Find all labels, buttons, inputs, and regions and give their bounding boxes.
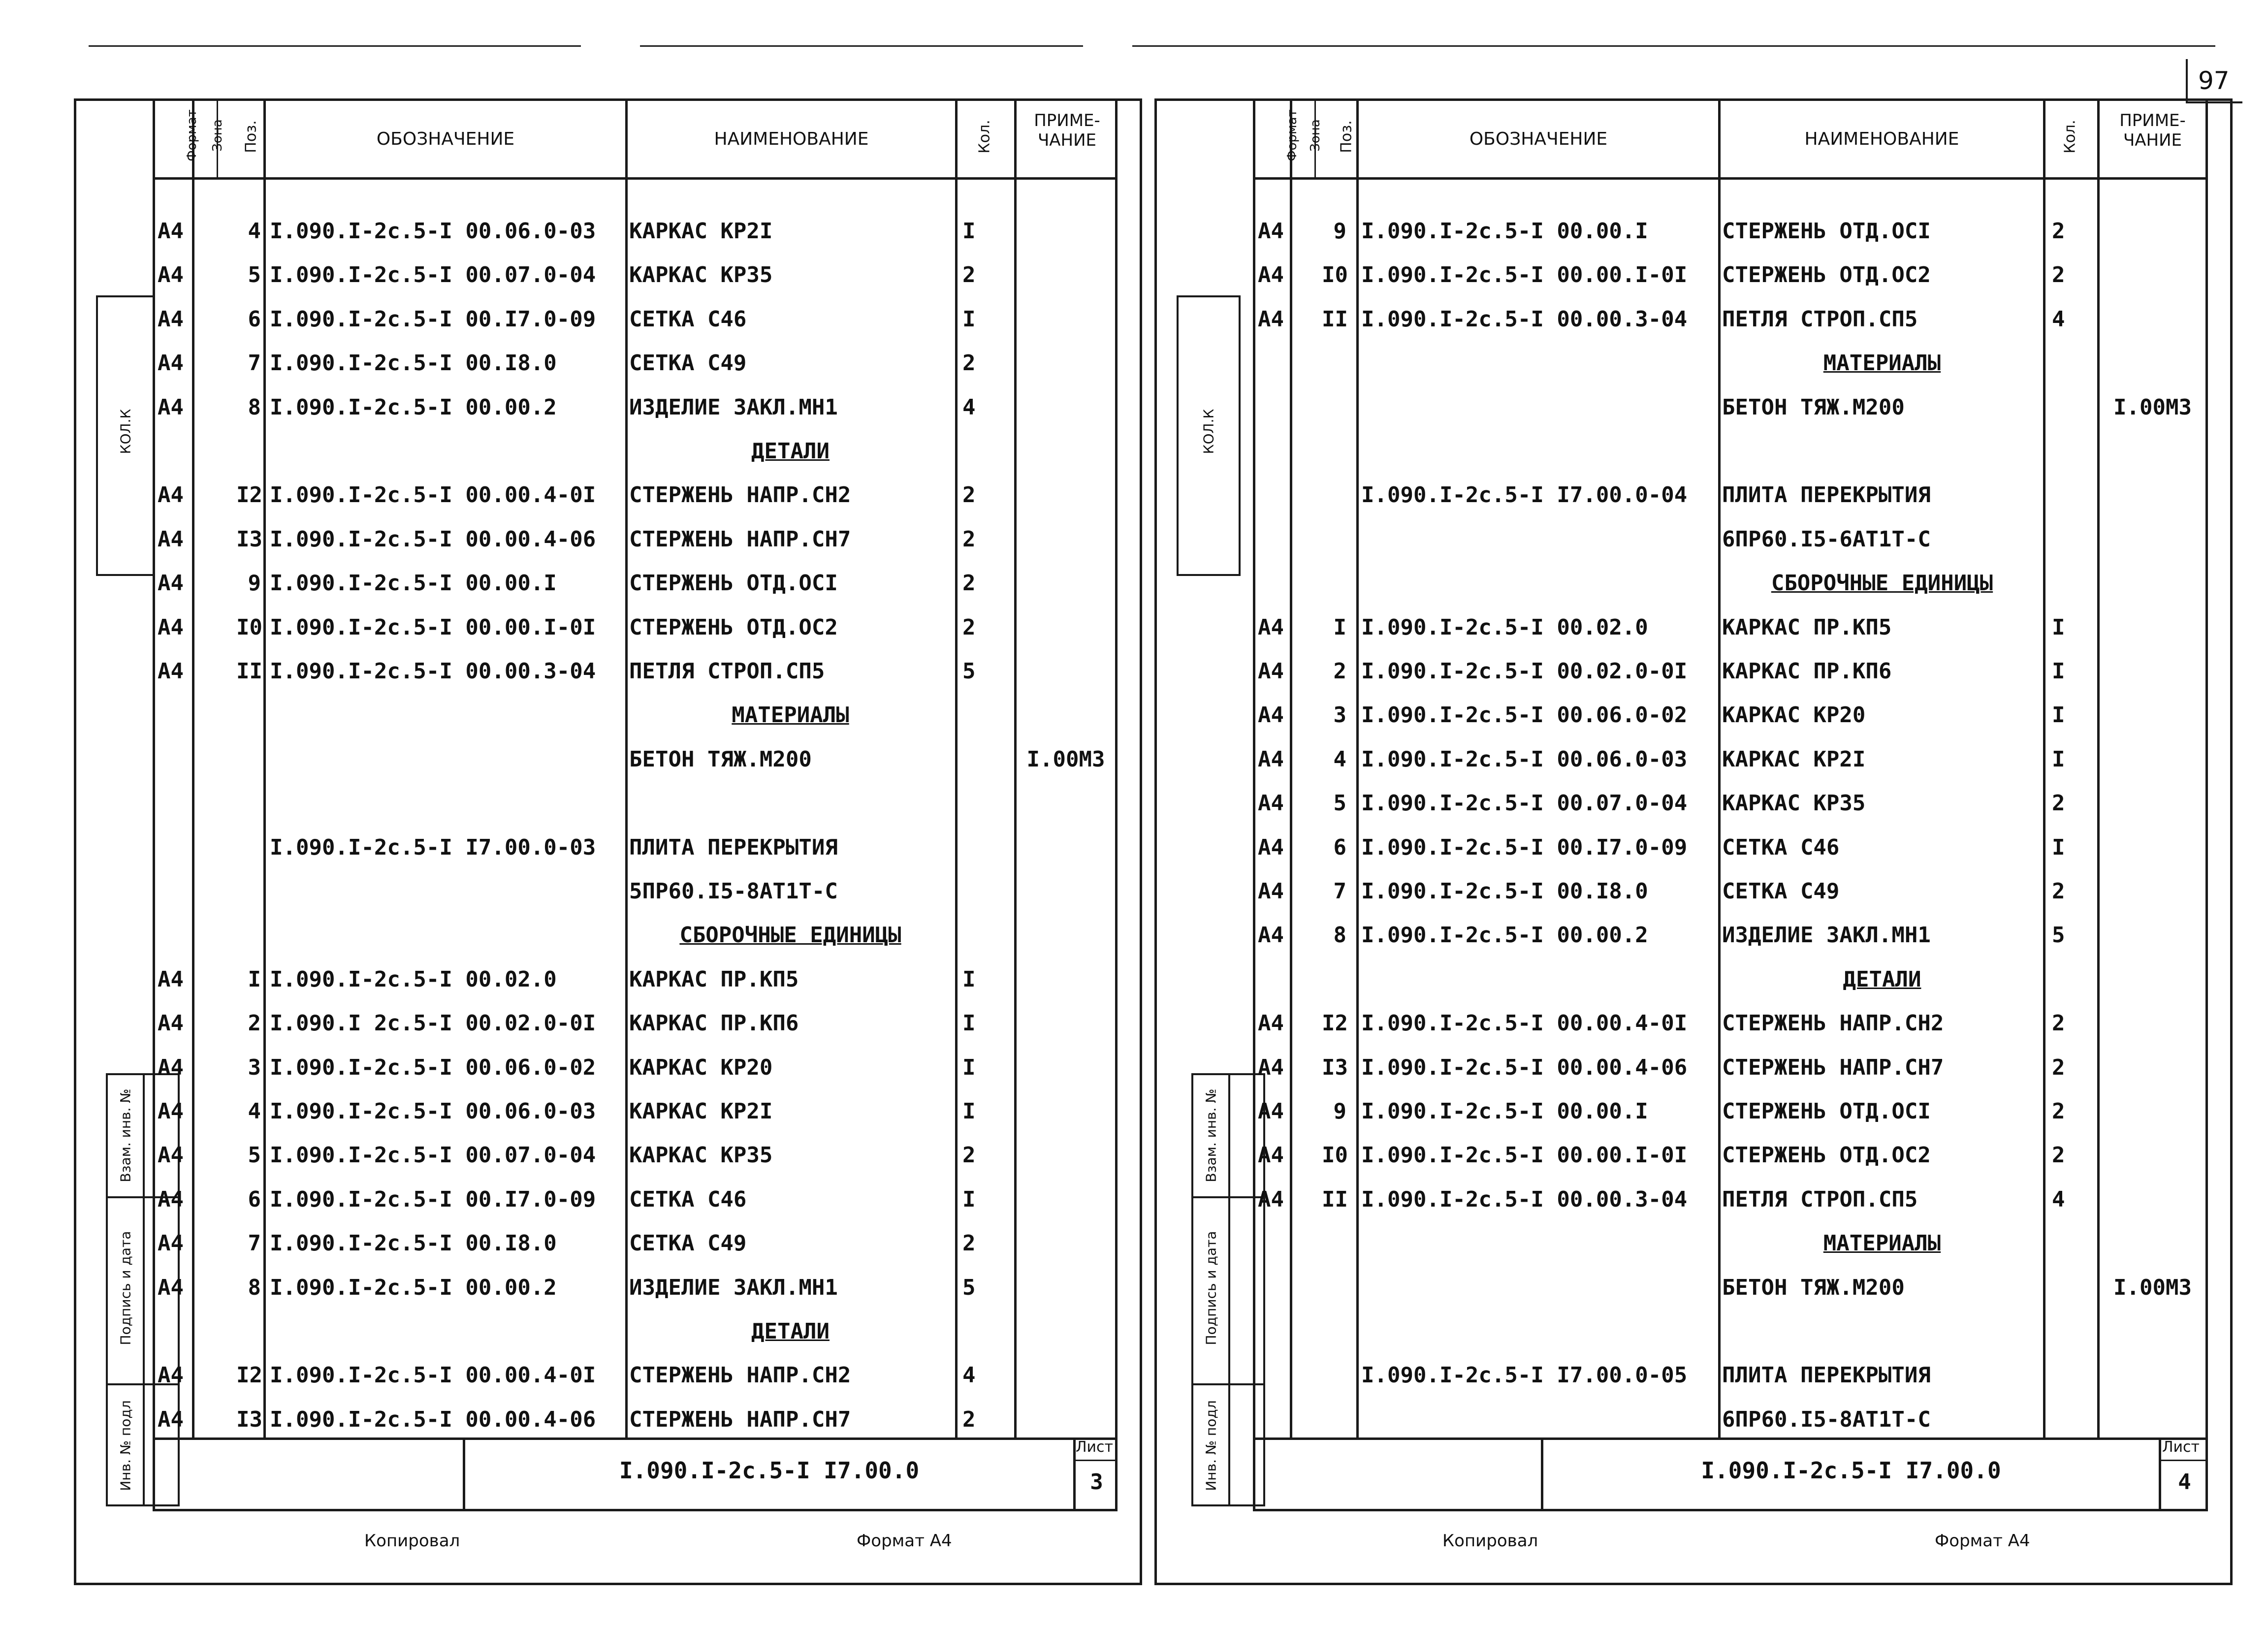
row-designation: I.090.I-2c.5-I I7.00.0-05	[1361, 1363, 1688, 1388]
header-name: НАИМЕНОВАНИЕ	[1804, 129, 1959, 149]
row-format: А4	[158, 1363, 184, 1388]
scan-artifact-line	[89, 45, 581, 47]
row-format: А4	[1258, 923, 1284, 948]
row-format: А4	[158, 262, 184, 288]
row-quantity: 2	[2052, 262, 2065, 288]
row-name: СЕТКА С49	[629, 1231, 747, 1256]
row-quantity: 4	[2052, 1186, 2065, 1212]
row-designation: I.090.I-2c.5-I 00.I8.0	[270, 351, 557, 376]
col-divider	[1718, 98, 1721, 1437]
row-format: А4	[1258, 659, 1284, 684]
row-position: 4	[248, 219, 261, 244]
row-designation: I.090.I-2c.5-I 00.07.0-04	[270, 1143, 596, 1168]
row-name: КАРКАС ПР.КП6	[1722, 659, 1892, 684]
side-stamp-divider	[1228, 1073, 1230, 1506]
row-position: 2	[1333, 659, 1346, 684]
row-designation: I.090.I-2c.5-I 00.00.4-0I	[270, 482, 596, 508]
row-name: СТЕРЖЕНЬ НАПР.СН2	[629, 1363, 851, 1388]
row-format: А4	[1258, 219, 1284, 244]
row-quantity: I	[2052, 834, 2065, 860]
header-divider	[153, 177, 1118, 180]
row-designation: I.090.I-2c.5-I 00.I7.0-09	[1361, 834, 1688, 860]
footer-format: Формат А4	[1935, 1531, 2030, 1551]
row-designation: I.090.I-2c.5-I 00.02.0	[270, 966, 557, 992]
row-quantity: I	[962, 1099, 976, 1124]
row-quantity: I	[962, 306, 976, 332]
row-format: А4	[158, 1099, 184, 1124]
row-section-heading: МАТЕРИАЛЫ	[1823, 351, 1941, 376]
row-position: 8	[248, 1275, 261, 1300]
row-quantity: 2	[2052, 791, 2065, 816]
row-position: I2	[236, 482, 262, 508]
row-quantity: 2	[962, 351, 976, 376]
row-designation: I.090.I-2c.5-I 00.00.3-04	[1361, 306, 1688, 332]
row-format: А4	[158, 351, 184, 376]
row-name: КАРКАС ПР.КП5	[1722, 614, 1892, 640]
row-format: А4	[158, 659, 184, 684]
footer-format: Формат А4	[857, 1531, 952, 1551]
row-name: КАРКАС КР2I	[629, 1099, 773, 1124]
row-quantity: I	[2052, 659, 2065, 684]
sheet-number: 3	[1090, 1469, 1103, 1495]
row-position: 6	[248, 1186, 261, 1212]
header-qty: Кол.	[976, 120, 993, 154]
page-number: 97	[2198, 66, 2230, 95]
row-name: СТЕРЖЕНЬ ОТД.ОСI	[629, 571, 838, 596]
row-position: I2	[1322, 1011, 1348, 1036]
scan-artifact-line	[1132, 45, 2215, 47]
row-name: 6ПР60.I5-6АТ1Т-С	[1722, 526, 1931, 552]
row-position: 7	[248, 351, 261, 376]
row-position: 4	[1333, 746, 1346, 772]
side-stamp-label: Подпись и дата	[1203, 1231, 1219, 1345]
sheet-label: Лист	[2162, 1438, 2200, 1456]
row-format: А4	[1258, 1143, 1284, 1168]
row-format: А4	[158, 306, 184, 332]
row-position: 6	[248, 306, 261, 332]
row-quantity: 5	[962, 659, 976, 684]
row-quantity: 2	[962, 482, 976, 508]
row-quantity: 2	[2052, 1054, 2065, 1080]
row-designation: I.090.I-2c.5-I 00.00.2	[1361, 923, 1648, 948]
row-quantity: 2	[2052, 879, 2065, 904]
row-position: 9	[1333, 219, 1346, 244]
row-name: СТЕРЖЕНЬ ОТД.ОС2	[629, 614, 838, 640]
row-name: СТЕРЖЕНЬ НАПР.СН7	[1722, 1054, 1944, 1080]
row-name: СТЕРЖЕНЬ ОТД.ОСI	[1722, 219, 1931, 244]
col-divider	[625, 98, 628, 1437]
row-position: I0	[236, 614, 262, 640]
row-designation: I.090.I-2c.5-I 00.06.0-03	[270, 1099, 596, 1124]
row-name: 6ПР60.I5-8АТ1Т-С	[1722, 1406, 1931, 1432]
sheet-number: 4	[2178, 1469, 2191, 1495]
row-position: I3	[236, 1406, 262, 1432]
row-designation: I.090.I-2c.5-I 00.00.4-0I	[270, 1363, 596, 1388]
row-format: А4	[1258, 1011, 1284, 1036]
row-note: I.00М3	[2113, 394, 2192, 420]
row-name: СТЕРЖЕНЬ ОТД.ОС2	[1722, 262, 1931, 288]
row-name: ИЗДЕЛИЕ ЗАКЛ.МН1	[629, 394, 838, 420]
row-designation: I.090.I-2c.5-I 00.00.I	[270, 571, 557, 596]
row-quantity: 4	[962, 394, 976, 420]
row-name: СЕТКА С49	[629, 351, 747, 376]
row-name: КАРКАС ПР.КП6	[629, 1011, 799, 1036]
row-position: I0	[1322, 262, 1348, 288]
row-format: А4	[158, 1231, 184, 1256]
row-designation: I.090.I-2c.5-I 00.07.0-04	[270, 262, 596, 288]
row-designation: I.090.I-2c.5-I 00.02.0-0I	[1361, 659, 1688, 684]
row-name: ИЗДЕЛИЕ ЗАКЛ.МН1	[629, 1275, 838, 1300]
row-name: ПЛИТА ПЕРЕКРЫТИЯ	[629, 834, 838, 860]
row-format: А4	[158, 1275, 184, 1300]
row-name: КАРКАС КР35	[629, 1143, 773, 1168]
row-designation: I.090.I-2c.5-I 00.00.I-0I	[1361, 262, 1688, 288]
row-designation: I.090.I-2c.5-I 00.00.4-06	[270, 526, 596, 552]
row-position: 7	[248, 1231, 261, 1256]
header-designation: ОБОЗНАЧЕНИЕ	[376, 129, 515, 149]
row-position: 8	[248, 394, 261, 420]
row-quantity: 2	[2052, 1099, 2065, 1124]
row-quantity: 2	[962, 526, 976, 552]
row-quantity: 2	[2052, 1143, 2065, 1168]
row-format: А4	[1258, 879, 1284, 904]
title-block-divider	[1073, 1460, 1118, 1461]
row-quantity: 2	[2052, 219, 2065, 244]
row-format: А4	[1258, 614, 1284, 640]
row-position: I	[1333, 614, 1346, 640]
row-position: II	[236, 659, 262, 684]
header-format: Формат	[1285, 109, 1300, 161]
row-note: I.00М3	[2113, 1275, 2192, 1300]
row-quantity: 2	[962, 1406, 976, 1432]
row-position: 5	[248, 1143, 261, 1168]
col-divider	[263, 98, 266, 1437]
row-designation: I.090.I-2c.5-I 00.00.2	[270, 1275, 557, 1300]
footer-copied: Копировал	[364, 1531, 460, 1551]
side-stamp-label: Подпись и дата	[117, 1231, 134, 1345]
row-designation: I.090.I-2c.5-I 00.I8.0	[1361, 879, 1648, 904]
row-section-heading: ДЕТАЛИ	[751, 439, 830, 464]
row-name: ПЕТЛЯ СТРОП.СП5	[1722, 1186, 1918, 1212]
row-quantity: 2	[962, 262, 976, 288]
row-position: I0	[1322, 1143, 1348, 1168]
row-quantity: I	[962, 219, 976, 244]
col-divider	[1356, 98, 1359, 1437]
row-position: II	[1322, 306, 1348, 332]
row-format: А4	[158, 1406, 184, 1432]
row-designation: I.090.I-2c.5-I 00.00.I-0I	[270, 614, 596, 640]
row-position: 2	[248, 1011, 261, 1036]
row-position: 9	[248, 571, 261, 596]
side-stamp-divider	[143, 1073, 145, 1506]
row-section-heading: СБОРОЧНЫЕ ЕДИНИЦЫ	[1771, 571, 1993, 596]
col-divider	[1290, 98, 1292, 1437]
footer-copied: Копировал	[1442, 1531, 1538, 1551]
row-section-heading: ДЕТАЛИ	[1843, 966, 1921, 992]
row-quantity: I	[962, 1054, 976, 1080]
row-quantity: 2	[962, 571, 976, 596]
row-format: А4	[158, 1054, 184, 1080]
row-name: СТЕРЖЕНЬ НАПР.СН7	[629, 526, 851, 552]
scan-artifact-line	[640, 45, 1083, 47]
row-position: 9	[1333, 1099, 1346, 1124]
header-qty: Кол.	[2061, 120, 2079, 154]
side-stamp-label: Инв. № подл	[117, 1400, 134, 1491]
row-designation: I.090.I-2c.5-I I7.00.0-04	[1361, 482, 1688, 508]
header-pos: Поз.	[242, 120, 260, 153]
row-note: I.00М3	[1026, 746, 1105, 772]
row-quantity: 2	[962, 1143, 976, 1168]
row-format: А4	[158, 394, 184, 420]
row-name: КАРКАС КР20	[629, 1054, 773, 1080]
side-stamp-label: Взам. инв. №	[117, 1088, 134, 1182]
header-designation: ОБОЗНАЧЕНИЕ	[1469, 129, 1608, 149]
row-designation: I.090.I 2c.5-I 00.02.0-0I	[270, 1011, 596, 1036]
row-quantity: 5	[2052, 923, 2065, 948]
row-designation: I.090.I-2c.5-I 00.07.0-04	[1361, 791, 1688, 816]
row-format: А4	[1258, 702, 1284, 728]
row-format: А4	[158, 1143, 184, 1168]
row-name: КАРКАС КР35	[629, 262, 773, 288]
row-position: I3	[1322, 1054, 1348, 1080]
row-name: СТЕРЖЕНЬ ОТД.ОСI	[1722, 1099, 1931, 1124]
row-quantity: I	[2052, 702, 2065, 728]
row-quantity: 2	[962, 614, 976, 640]
row-quantity: 4	[2052, 306, 2065, 332]
header-pos: Поз.	[1338, 120, 1355, 153]
row-designation: I.090.I-2c.5-I 00.02.0	[1361, 614, 1648, 640]
row-position: I	[248, 966, 261, 992]
row-position: 8	[1333, 923, 1346, 948]
row-position: 5	[248, 262, 261, 288]
row-format: А4	[158, 571, 184, 596]
col-divider	[2043, 98, 2045, 1437]
row-name: 5ПР60.I5-8АТ1Т-С	[629, 879, 838, 904]
row-name: СТЕРЖЕНЬ НАПР.СН2	[629, 482, 851, 508]
row-format: А4	[1258, 306, 1284, 332]
row-section-heading: СБОРОЧНЫЕ ЕДИНИЦЫ	[679, 923, 901, 948]
side-label: КОЛ.К	[1200, 409, 1217, 454]
side-stamp-label: Инв. № подл	[1203, 1400, 1219, 1491]
row-name: ИЗДЕЛИЕ ЗАКЛ.МН1	[1722, 923, 1931, 948]
header-name: НАИМЕНОВАНИЕ	[714, 129, 869, 149]
row-format: А4	[1258, 791, 1284, 816]
row-name: СТЕРЖЕНЬ НАПР.СН2	[1722, 1011, 1944, 1036]
row-designation: I.090.I-2c.5-I 00.00.I	[1361, 219, 1648, 244]
row-designation: I.090.I-2c.5-I I7.00.0-03	[270, 834, 596, 860]
row-quantity: 4	[962, 1363, 976, 1388]
row-section-heading: ДЕТАЛИ	[751, 1319, 830, 1344]
col-divider	[2097, 98, 2100, 1437]
row-format: А4	[1258, 834, 1284, 860]
row-position: I2	[236, 1363, 262, 1388]
side-label: КОЛ.К	[117, 409, 134, 454]
row-name: КАРКАС ПР.КП5	[629, 966, 799, 992]
row-name: КАРКАС КР20	[1722, 702, 1866, 728]
header-divider	[1253, 177, 2208, 180]
row-section-heading: МАТЕРИАЛЫ	[732, 702, 849, 728]
row-designation: I.090.I-2c.5-I 00.06.0-03	[270, 219, 596, 244]
row-format: А4	[1258, 262, 1284, 288]
row-format: А4	[158, 1011, 184, 1036]
row-designation: I.090.I-2c.5-I 00.I7.0-09	[270, 306, 596, 332]
title-block-divider	[2159, 1460, 2208, 1461]
row-designation: I.090.I-2c.5-I 00.00.3-04	[270, 659, 596, 684]
row-name: СЕТКА С46	[1722, 834, 1840, 860]
row-name: БЕТОН ТЯЖ.М200	[1722, 394, 1905, 420]
row-quantity: I	[2052, 614, 2065, 640]
row-designation: I.090.I-2c.5-I 00.I8.0	[270, 1231, 557, 1256]
row-name: СЕТКА С46	[629, 1186, 747, 1212]
header-note: ПРИМЕ- ЧАНИЕ	[2119, 111, 2186, 150]
title-block-top	[1255, 1437, 2208, 1440]
row-designation: I.090.I-2c.5-I 00.00.4-06	[270, 1406, 596, 1432]
row-name: КАРКАС КР2I	[1722, 746, 1866, 772]
row-designation: I.090.I-2c.5-I 00.00.I-0I	[1361, 1143, 1688, 1168]
row-quantity: I	[962, 1011, 976, 1036]
row-quantity: 2	[962, 1231, 976, 1256]
row-position: 3	[248, 1054, 261, 1080]
row-name: БЕТОН ТЯЖ.М200	[1722, 1275, 1905, 1300]
row-section-heading: МАТЕРИАЛЫ	[1823, 1231, 1941, 1256]
header-note: ПРИМЕ- ЧАНИЕ	[1034, 111, 1100, 150]
col-divider	[955, 98, 958, 1437]
row-designation: I.090.I-2c.5-I 00.00.I	[1361, 1099, 1648, 1124]
header-format: Формат	[185, 109, 199, 161]
row-designation: I.090.I-2c.5-I 00.00.2	[270, 394, 557, 420]
row-format: А4	[158, 526, 184, 552]
row-format: А4	[1258, 1099, 1284, 1124]
row-format: А4	[158, 614, 184, 640]
row-designation: I.090.I-2c.5-I 00.06.0-03	[1361, 746, 1688, 772]
row-format: А4	[158, 1186, 184, 1212]
row-quantity: I	[962, 966, 976, 992]
row-position: 4	[248, 1099, 261, 1124]
row-format: А4	[158, 482, 184, 508]
row-name: СТЕРЖЕНЬ НАПР.СН7	[629, 1406, 851, 1432]
row-name: ПЕТЛЯ СТРОП.СП5	[629, 659, 825, 684]
header-zone: Зона	[1308, 119, 1323, 152]
row-name: ПЛИТА ПЕРЕКРЫТИЯ	[1722, 482, 1931, 508]
row-designation: I.090.I-2c.5-I 00.00.4-0I	[1361, 1011, 1688, 1036]
row-name: ПЛИТА ПЕРЕКРЫТИЯ	[1722, 1363, 1931, 1388]
row-position: 5	[1333, 791, 1346, 816]
row-position: 7	[1333, 879, 1346, 904]
row-name: КАРКАС КР35	[1722, 791, 1866, 816]
row-position: II	[1322, 1186, 1348, 1212]
sheet-label: Лист	[1076, 1438, 1114, 1456]
row-name: БЕТОН ТЯЖ.М200	[629, 746, 812, 772]
side-stamp-label: Взам. инв. №	[1203, 1088, 1219, 1182]
document-code: I.090.I-2c.5-I I7.00.0	[1701, 1457, 2001, 1484]
row-name: СТЕРЖЕНЬ ОТД.ОС2	[1722, 1143, 1931, 1168]
row-designation: I.090.I-2c.5-I 00.00.3-04	[1361, 1186, 1688, 1212]
row-designation: I.090.I-2c.5-I 00.00.4-06	[1361, 1054, 1688, 1080]
header-zone: Зона	[210, 119, 225, 152]
row-position: 6	[1333, 834, 1346, 860]
row-position: I3	[236, 526, 262, 552]
row-quantity: I	[962, 1186, 976, 1212]
row-format: А4	[1258, 1054, 1284, 1080]
row-designation: I.090.I-2c.5-I 00.I7.0-09	[270, 1186, 596, 1212]
row-name: СЕТКА С46	[629, 306, 747, 332]
row-designation: I.090.I-2c.5-I 00.06.0-02	[270, 1054, 596, 1080]
row-name: ПЕТЛЯ СТРОП.СП5	[1722, 306, 1918, 332]
row-quantity: 5	[962, 1275, 976, 1300]
row-format: А4	[158, 966, 184, 992]
row-quantity: I	[2052, 746, 2065, 772]
row-name: КАРКАС КР2I	[629, 219, 773, 244]
document-code: I.090.I-2c.5-I I7.00.0	[619, 1457, 920, 1484]
row-position: 3	[1333, 702, 1346, 728]
row-format: А4	[1258, 1186, 1284, 1212]
col-divider	[192, 98, 194, 1437]
row-name: СЕТКА С49	[1722, 879, 1840, 904]
row-quantity: 2	[2052, 1011, 2065, 1036]
title-block-top	[155, 1437, 1118, 1440]
row-format: А4	[158, 219, 184, 244]
row-designation: I.090.I-2c.5-I 00.06.0-02	[1361, 702, 1688, 728]
row-format: А4	[1258, 746, 1284, 772]
